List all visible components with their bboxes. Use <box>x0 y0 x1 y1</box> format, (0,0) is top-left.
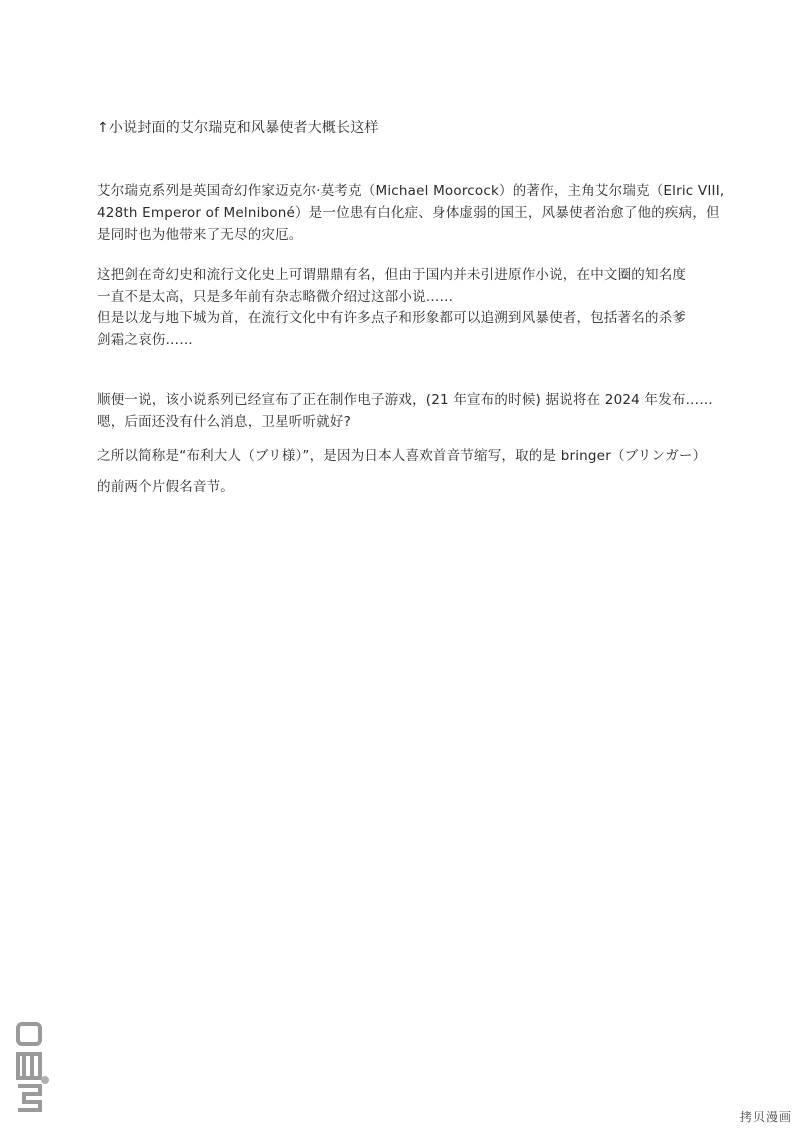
paragraph-3-line: 顺便一说，该小说系列已经宣布了正在制作电子游戏，(21 年宣布的时候) 据说将在 2024 年发布…… <box>97 392 713 408</box>
paragraph-2-line: 一直不是太高，只是多年前有杂志略微介绍过这部小说…… <box>97 289 454 305</box>
paragraph-2-line: 这把剑在奇幻史和流行文化史上可谓鼎鼎有名，但由于国内并未引进原作小说，在中文圈的知名度 <box>97 267 687 283</box>
paragraph-3-line: 嗯，后面还没有什么消息，卫星听听就好? <box>97 414 351 430</box>
paragraph-2-line: 剑霜之哀伤…… <box>97 332 193 348</box>
paragraph-1-line: 428th Emperor of Melniboné）是一位患有白化症、身体虚弱的国王，风暴使者治愈了他的疾病，但 <box>97 205 720 221</box>
paragraph-1-line: 艾尔瑞克系列是英国奇幻作家迈克尔·莫考克（Michael Moorcock）的著作，主角艾尔瑞克（Elric VIII, <box>97 183 725 199</box>
dm5-logo-icon <box>14 1020 54 1120</box>
paragraph-4-line: 之所以简称是“布利大人（ブリ様）”，是因为日本人喜欢首音节缩写，取的是 bringer（ブリンガー） <box>97 448 707 464</box>
caption: ↑小说封面的艾尔瑞克和风暴使者大概长这样 <box>97 120 379 136</box>
watermark-text: 拷贝漫画 <box>739 1110 792 1124</box>
paragraph-4-line: 的前两个片假名音节。 <box>97 479 234 495</box>
paragraph-2-line: 但是以龙与地下城为首，在流行文化中有许多点子和形象都可以追溯到风暴使者，包括著名的杀爹 <box>97 310 687 326</box>
paragraph-1-line: 是同时也为他带来了无尽的灾厄。 <box>97 227 303 243</box>
